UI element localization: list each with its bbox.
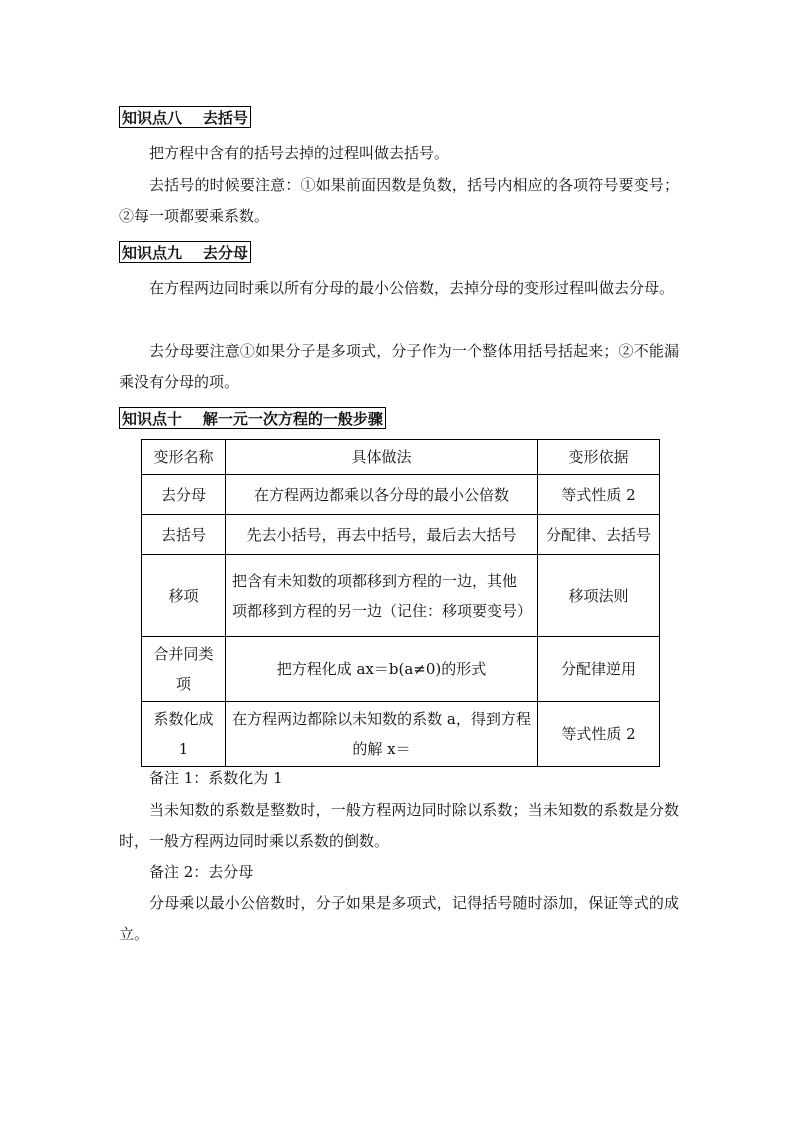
table-cell: 把方程化成 ax＝b(a≠0)的形式: [226, 637, 538, 702]
table-row: [142, 515, 660, 555]
table-header-cell: 变形依据: [538, 440, 660, 475]
table-cell: 系数化成 1: [142, 702, 226, 767]
table-cell: 在方程两边都除以未知数的系数 a，得到方程的解 x＝: [226, 702, 538, 767]
table-cell: 分配律、去括号: [538, 515, 660, 555]
table-row: [142, 475, 660, 515]
table-cell: 先去小括号，再去中括号，最后去大括号: [226, 515, 538, 555]
table-row: [142, 702, 660, 767]
table-cell: 移项法则: [538, 555, 660, 637]
table-cell: 等式性质 2: [538, 475, 660, 515]
table-cell: 去括号: [142, 515, 226, 555]
paragraph: 去分母要注意①如果分子是多项式，分子作为一个整体用括号括起来；②不能漏乘没有分母的项。: [119, 342, 679, 391]
section-heading-9: 知识点九 去分母: [119, 241, 251, 263]
table-cell: 等式性质 2: [538, 702, 660, 767]
note-title-1: 备注 1：系数化为 1: [149, 769, 283, 787]
table-cell: 把含有未知数的项都移到方程的一边，其他项都移到方程的另一边（记住：移项要变号）: [226, 555, 538, 637]
section-heading-8: 知识点八 去括号: [119, 106, 251, 128]
note-title-2: 备注 2：去分母: [149, 863, 254, 881]
table-row: [142, 555, 660, 637]
table-cell: 在方程两边都乘以各分母的最小公倍数: [226, 475, 538, 515]
table-row: [142, 637, 660, 702]
note-body-1: 当未知数的系数是整数时，一般方程两边同时除以系数；当未知数的系数是分数时，一般方程两边同时乘以系数的倒数。: [119, 801, 679, 850]
table-cell: 去分母: [142, 475, 226, 515]
table-cell: 分配律逆用: [538, 637, 660, 702]
table-header-cell: 具体做法: [226, 440, 538, 475]
table-header-row: [142, 440, 660, 475]
section-heading-10: 知识点十 解一元一次方程的一般步骤: [119, 407, 386, 429]
table-header-cell: 变形名称: [142, 440, 226, 475]
paragraph: 把方程中含有的括号去掉的过程叫做去括号。: [149, 144, 450, 162]
steps-table: [141, 439, 660, 767]
note-body-2: 分母乘以最小公倍数时，分子如果是多项式，记得括号随时添加，保证等式的成立。: [119, 894, 679, 943]
paragraph: 在方程两边同时乘以所有分母的最小公倍数，去掉分母的变形过程叫做去分母。: [149, 279, 675, 297]
table-cell: 移项: [142, 555, 226, 637]
table-cell: 合并同类项: [142, 637, 226, 702]
paragraph: 去括号的时候要注意：①如果前面因数是负数，括号内相应的各项符号要变号；②每一项都要乘系数。: [119, 176, 679, 225]
